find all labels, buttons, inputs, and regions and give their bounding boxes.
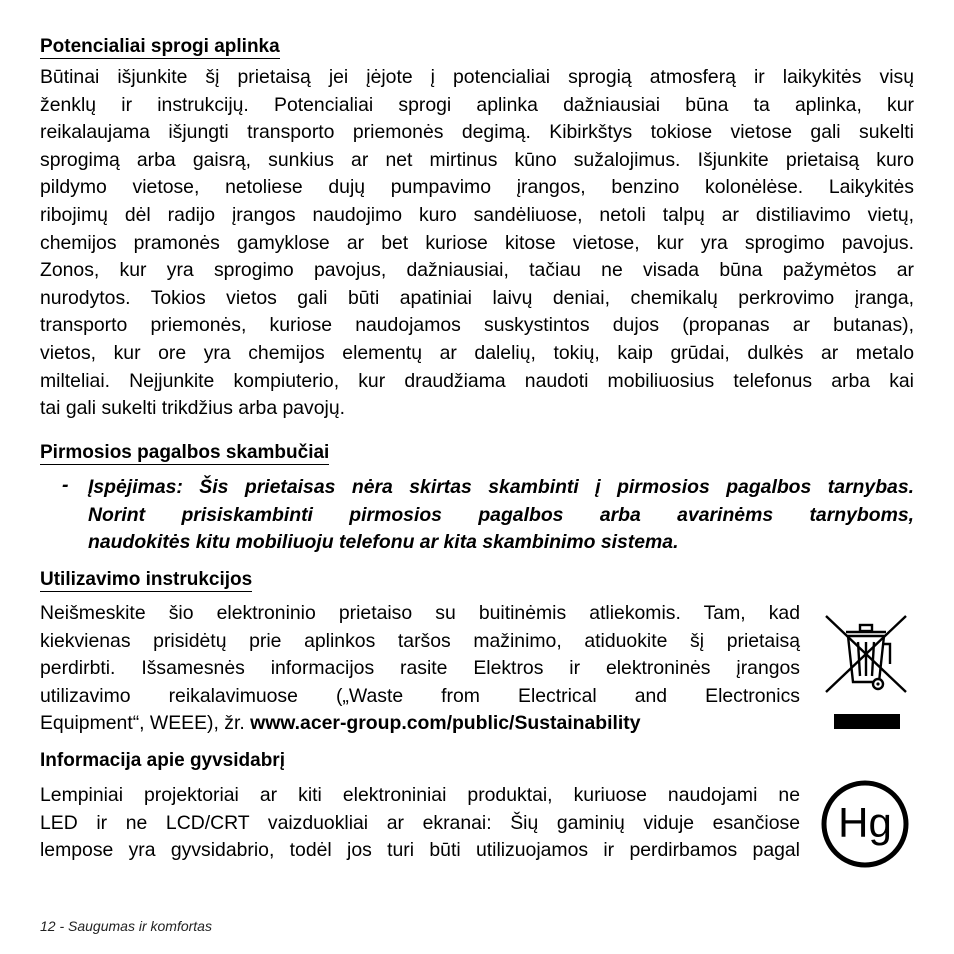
mercury-hg-icon — [820, 779, 910, 869]
text-line: Norint prisiskambinti pirmosios pagalbos arba avarinėms tarnyboms, — [88, 503, 914, 526]
paragraph-mercury — [40, 782, 800, 865]
hg-symbol-text: Hg — [838, 799, 892, 846]
page-footer: 12 - Saugumas ir komfortas — [40, 918, 212, 934]
text-line: utilizavimo reikalavimuose („Waste from Electrical and Electronics — [40, 684, 800, 707]
text-line: lempose yra gyvsidabrio, todėl jos turi būti utilizuojamos ir perdirbamos pagal — [40, 839, 800, 862]
paragraph-explosive — [40, 64, 914, 423]
text-line: ženklų ir instrukcijų. Potencialiai sprogi aplinka dažniausiai būna ta aplinka, kur — [40, 93, 914, 116]
section-title-explosive: Potencialiai sprogi aplinka — [40, 36, 280, 57]
text-line — [40, 710, 800, 738]
section-title-emergency: Pirmosios pagalbos skambučiai — [40, 442, 330, 463]
text-line: Zonos, kur yra sprogimo pavojus, dažniausiai, tačiau ne visada būna pažymėtos ar — [40, 259, 914, 282]
text-line: vietos, kur ore yra chemijos elementų ar dalelių, tokių, kaip grūdai, dulkės ar metalo — [40, 341, 914, 364]
text-line: pildymo vietose, netoliese dujų pumpavimo įrangos, benzino kolonėlėse. Laikykitės — [40, 176, 914, 199]
text-line: transporto priemonės, kuriose naudojamos suskystintos dujos (propanas ar butanas), — [40, 314, 914, 337]
text-line: Įspėjimas: Šis prietaisas nėra skirtas skambinti į pirmosios pagalbos tarnybas. — [88, 476, 914, 498]
text-line: Lempiniai projektoriai ar kiti elektroniniai produktai, kuriuose naudojami ne — [40, 784, 800, 806]
text-line: Neišmeskite šio elektroninio prietaiso su buitinėmis atliekomis. Tam, kad — [40, 602, 800, 624]
text-line: tai gali sukelti trikdžius arba pavojų. — [40, 397, 346, 420]
text-line: Būtinai išjunkite šį prietaisą jei įėjote į potencialiai sprogią atmosferą ir laikykitės visų — [40, 66, 914, 88]
list-dash: - — [62, 474, 69, 496]
text-line: nurodytos. Tokios vietos gali būti apatiniai laivų deniai, chemikalų perkrovimo įranga, — [40, 286, 914, 309]
paragraph-disposal — [40, 600, 800, 738]
weee-crossed-bin-icon — [824, 614, 908, 732]
text-line: chemijos pramonės gamyklose ar bet kuriose kitose vietose, kur yra sprogimo pavojus. — [40, 231, 914, 254]
text-line: sprogimą arba gaisrą, sunkius ar net mirtinus kūno sužalojimus. Išjunkite prietaisą kuro — [40, 148, 914, 171]
section-title-mercury: Informacija apie gyvsidabrį — [40, 750, 285, 771]
sustainability-link[interactable]: www.acer-group.com/public/Sustainability — [250, 712, 641, 735]
text-line: reikalaujama išjungti transporto priemonės degimą. Kibirkštys tokiose vietose gali sukelti — [40, 121, 914, 144]
section-title-disposal: Utilizavimo instrukcijos — [40, 569, 253, 590]
text-line: naudokitės kitu mobiliuoju telefonu ar kita skambinimo sistema. — [88, 531, 679, 554]
text-line: milteliai. Neįjunkite kompiuterio, kur draudžiama naudoti mobiliuosius telefonus arba kai — [40, 369, 914, 392]
text-line: kiekvienas prisidėtų prie aplinkos taršos mažinimo, atiduokite šį prietaisą — [40, 629, 800, 652]
text-line: LED ir ne LCD/CRT vaizduokliai ar ekranai: Šių gaminių viduje esančiose — [40, 811, 800, 834]
text-line-prefix: Equipment“, WEEE), žr. — [40, 712, 251, 735]
warning-text — [88, 474, 914, 557]
text-line: ribojimų dėl radijo įrangos naudojimo kuro sandėliuose, netoli talpų ar distiliavimo vietų, — [40, 203, 914, 226]
text-line: perdirbti. Išsamesnės informacijos rasite Elektros ir elektroninės įrangos — [40, 657, 800, 680]
